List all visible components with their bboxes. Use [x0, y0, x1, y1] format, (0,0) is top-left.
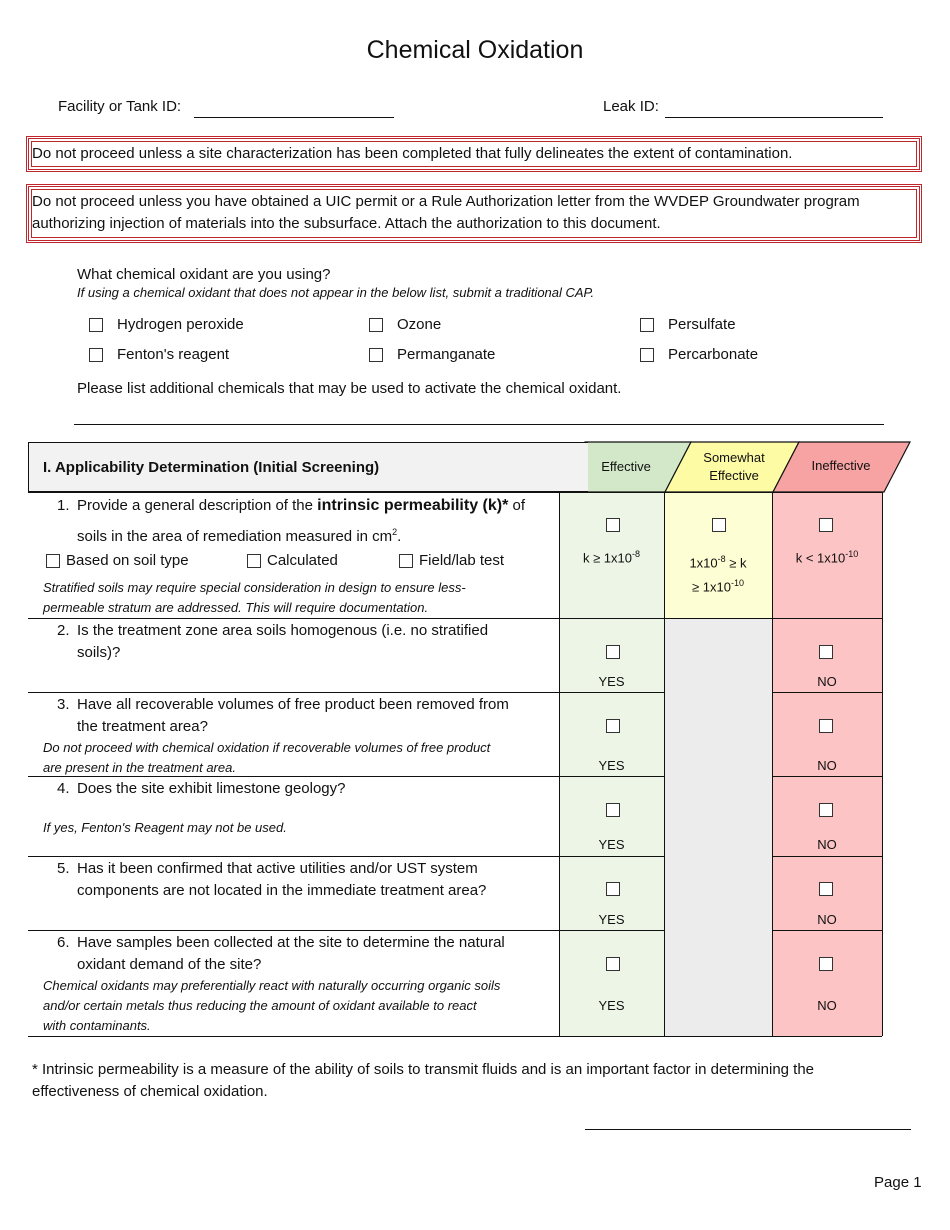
q1-effective-criteria [559, 549, 664, 565]
facility-id-label: Facility or Tank ID: [58, 98, 182, 115]
question-line1: Have all recoverable volumes of free product been removed from [77, 696, 509, 713]
option-label: Persulfate [668, 316, 736, 333]
q2-no-label: NO [817, 674, 837, 689]
question-6-note-1: Chemical oxidants may preferentially react with naturally occurring organic soils [43, 978, 501, 993]
method-label: Based on soil type [66, 552, 189, 569]
row-divider [28, 930, 664, 931]
effective-header-label: Effective [601, 459, 651, 474]
oxidant-question: What chemical oxidant are you using? [77, 266, 331, 283]
q5-no-label: NO [817, 912, 837, 927]
q1-text-d: . [397, 528, 402, 545]
persulfate-checkbox[interactable] [640, 318, 654, 332]
q3-yes-label: YES [598, 758, 625, 773]
question-line1: Is the treatment zone area soils homogenous (i.e. no stratified [77, 622, 489, 639]
somewhat-header-line1: Somewhat [703, 450, 765, 465]
crit-text: 1x10 [689, 555, 718, 571]
q6-no-label: NO [817, 998, 837, 1013]
crit-sup: -8 [717, 554, 726, 564]
method-soil-type[interactable] [46, 552, 189, 569]
permeability-footnote [32, 1059, 932, 1103]
question-3-note-2: are present in the treatment area. [43, 760, 236, 775]
option-label: Permanganate [397, 346, 496, 363]
q4-yes-label: YES [598, 837, 625, 852]
footnote-line1: * Intrinsic permeability is a measure of the ability of soils to transmit fluids and is an important factor in determining the [32, 1061, 815, 1078]
ozone-checkbox[interactable] [369, 318, 383, 332]
row-divider [772, 692, 882, 693]
row-divider [772, 930, 882, 931]
q6-yes-checkbox[interactable] [606, 957, 620, 971]
crit-text: ≥ k [725, 555, 747, 571]
col-divider [882, 492, 883, 1036]
footnote-line2: effectiveness of chemical oxidation. [32, 1083, 268, 1100]
row-divider [28, 856, 664, 857]
row-divider [772, 776, 882, 777]
q2-yes-checkbox[interactable] [606, 645, 620, 659]
row-divider [28, 492, 882, 493]
section-title: I. Applicability Determination (Initial Screening) [43, 458, 380, 476]
question-line1: Has it been confirmed that active utilities and/or UST system [77, 860, 478, 877]
row-divider [772, 856, 882, 857]
table-bottom [28, 1036, 882, 1037]
q6-yes-label: YES [598, 998, 625, 1013]
hydrogen-peroxide-checkbox[interactable] [89, 318, 103, 332]
soil-type-checkbox[interactable] [46, 554, 60, 568]
option-persulfate[interactable] [640, 316, 736, 333]
uic-permit-warning [26, 184, 922, 243]
leak-id-field[interactable] [665, 100, 883, 118]
activation-prompt: Please list additional chemicals that may be used to activate the chemical oxidant. [77, 380, 622, 397]
q1-somewhat-checkbox[interactable] [712, 518, 726, 532]
somewhat-header-label [692, 449, 776, 485]
question-number: 2. [57, 622, 70, 639]
row-divider [28, 692, 664, 693]
option-label: Ozone [397, 316, 442, 333]
question-line2: components are not located in the immediate treatment area? [77, 882, 487, 899]
q5-no-checkbox[interactable] [819, 882, 833, 896]
question-line1: Have samples been collected at the site to determine the natural [77, 934, 505, 951]
q1-effective-checkbox[interactable] [606, 518, 620, 532]
option-label: Percarbonate [668, 346, 759, 363]
question-line2 [77, 521, 401, 548]
crit-sup: -10 [730, 578, 744, 589]
option-percarbonate[interactable] [640, 346, 758, 363]
crit-line2 [664, 573, 772, 597]
percarbonate-checkbox[interactable] [640, 348, 654, 362]
warning-text-2b: authorizing injection of materials into the subsurface. Attach the authorization to this document. [32, 215, 661, 232]
q4-no-label: NO [817, 837, 837, 852]
method-field-lab[interactable] [399, 552, 504, 569]
permanganate-checkbox[interactable] [369, 348, 383, 362]
q3-yes-checkbox[interactable] [606, 719, 620, 733]
q4-no-checkbox[interactable] [819, 803, 833, 817]
q1-somewhat-criteria [664, 549, 772, 598]
question-line1 [77, 495, 525, 517]
q1-text-c: soils in the area of remediation measured in cm [77, 528, 393, 545]
crit-sup: -10 [845, 549, 859, 559]
oxidant-note: If using a chemical oxidant that does not appear in the below list, submit a traditional CAP. [77, 285, 595, 300]
question-6-note-3: with contaminants. [43, 1018, 151, 1033]
field-lab-checkbox[interactable] [399, 554, 413, 568]
somewhat-header-line2: Effective [709, 468, 759, 483]
question-number: 5. [57, 860, 70, 877]
method-calculated[interactable] [247, 552, 338, 569]
q5-yes-checkbox[interactable] [606, 882, 620, 896]
facility-id-field[interactable] [194, 100, 394, 118]
q1-ineffective-checkbox[interactable] [819, 518, 833, 532]
q3-no-label: NO [817, 758, 837, 773]
neutral-column-bg [664, 618, 772, 1036]
row-divider [28, 618, 882, 619]
q1-sup: 2 [392, 527, 398, 537]
question-4-note: If yes, Fenton's Reagent may not be used. [43, 820, 287, 835]
ineffective-header-label: Ineffective [811, 458, 871, 473]
option-hydrogen-peroxide[interactable] [89, 316, 244, 333]
q1-ineffective-criteria [772, 549, 882, 565]
question-line2: oxidant demand of the site? [77, 956, 262, 973]
q2-yes-label: YES [598, 674, 625, 689]
option-label: Fenton's reagent [117, 346, 230, 363]
crit-sup: -8 [632, 549, 641, 559]
q6-no-checkbox[interactable] [819, 957, 833, 971]
page-number: Page 1 [874, 1174, 922, 1191]
crit-text: k < 1x10 [795, 550, 846, 566]
question-line2: soils)? [77, 644, 121, 661]
question-3-note-1: Do not proceed with chemical oxidation if recoverable volumes of free product [43, 740, 491, 755]
activation-chemicals-field[interactable] [74, 424, 884, 425]
site-characterization-warning [26, 136, 922, 172]
question-number: 4. [57, 780, 70, 797]
method-label: Calculated [267, 552, 338, 569]
calculated-checkbox[interactable] [247, 554, 261, 568]
crit-text: ≥ 1x10 [692, 579, 731, 595]
question-6-note-2: and/or certain metals thus reducing the amount of oxidant available to react [43, 998, 477, 1013]
question-line1: Does the site exhibit limestone geology? [77, 780, 346, 797]
method-label: Field/lab test [419, 552, 505, 569]
question-1-note-2: permeable stratum are addressed. This will require documentation. [43, 600, 429, 615]
q1-text-a: Provide a general description of the [77, 497, 318, 514]
question-number: 6. [57, 934, 70, 951]
option-permanganate[interactable] [369, 346, 495, 363]
question-number: 1. [57, 497, 70, 514]
question-line2: the treatment area? [77, 718, 208, 735]
crit-text: k ≥ 1x10 [582, 550, 633, 566]
fentons-reagent-checkbox[interactable] [89, 348, 103, 362]
q1-text-b: of [508, 497, 526, 514]
leak-id-label: Leak ID: [603, 98, 659, 115]
q5-yes-label: YES [598, 912, 625, 927]
section-header [28, 442, 588, 492]
crit-line1 [664, 549, 772, 573]
page-title: Chemical Oxidation [366, 36, 584, 64]
option-label: Hydrogen peroxide [117, 316, 244, 333]
q3-no-checkbox[interactable] [819, 719, 833, 733]
warning-text-1: Do not proceed unless a site characterization has been completed that fully delineates the extent of contamination. [32, 145, 793, 162]
warning-text-2a: Do not proceed unless you have obtained a UIC permit or a Rule Authorization letter from the WVDEP Groundwater program [32, 193, 860, 210]
option-fentons-reagent[interactable] [89, 346, 229, 363]
q2-no-checkbox[interactable] [819, 645, 833, 659]
option-ozone[interactable] [369, 316, 441, 333]
question-1-note-1: Stratified soils may require special consideration in design to ensure less- [43, 580, 466, 595]
signature-line[interactable] [585, 1129, 911, 1130]
q4-yes-checkbox[interactable] [606, 803, 620, 817]
question-number: 3. [57, 696, 70, 713]
q1-text-bold: intrinsic permeability (k)* [317, 497, 509, 514]
